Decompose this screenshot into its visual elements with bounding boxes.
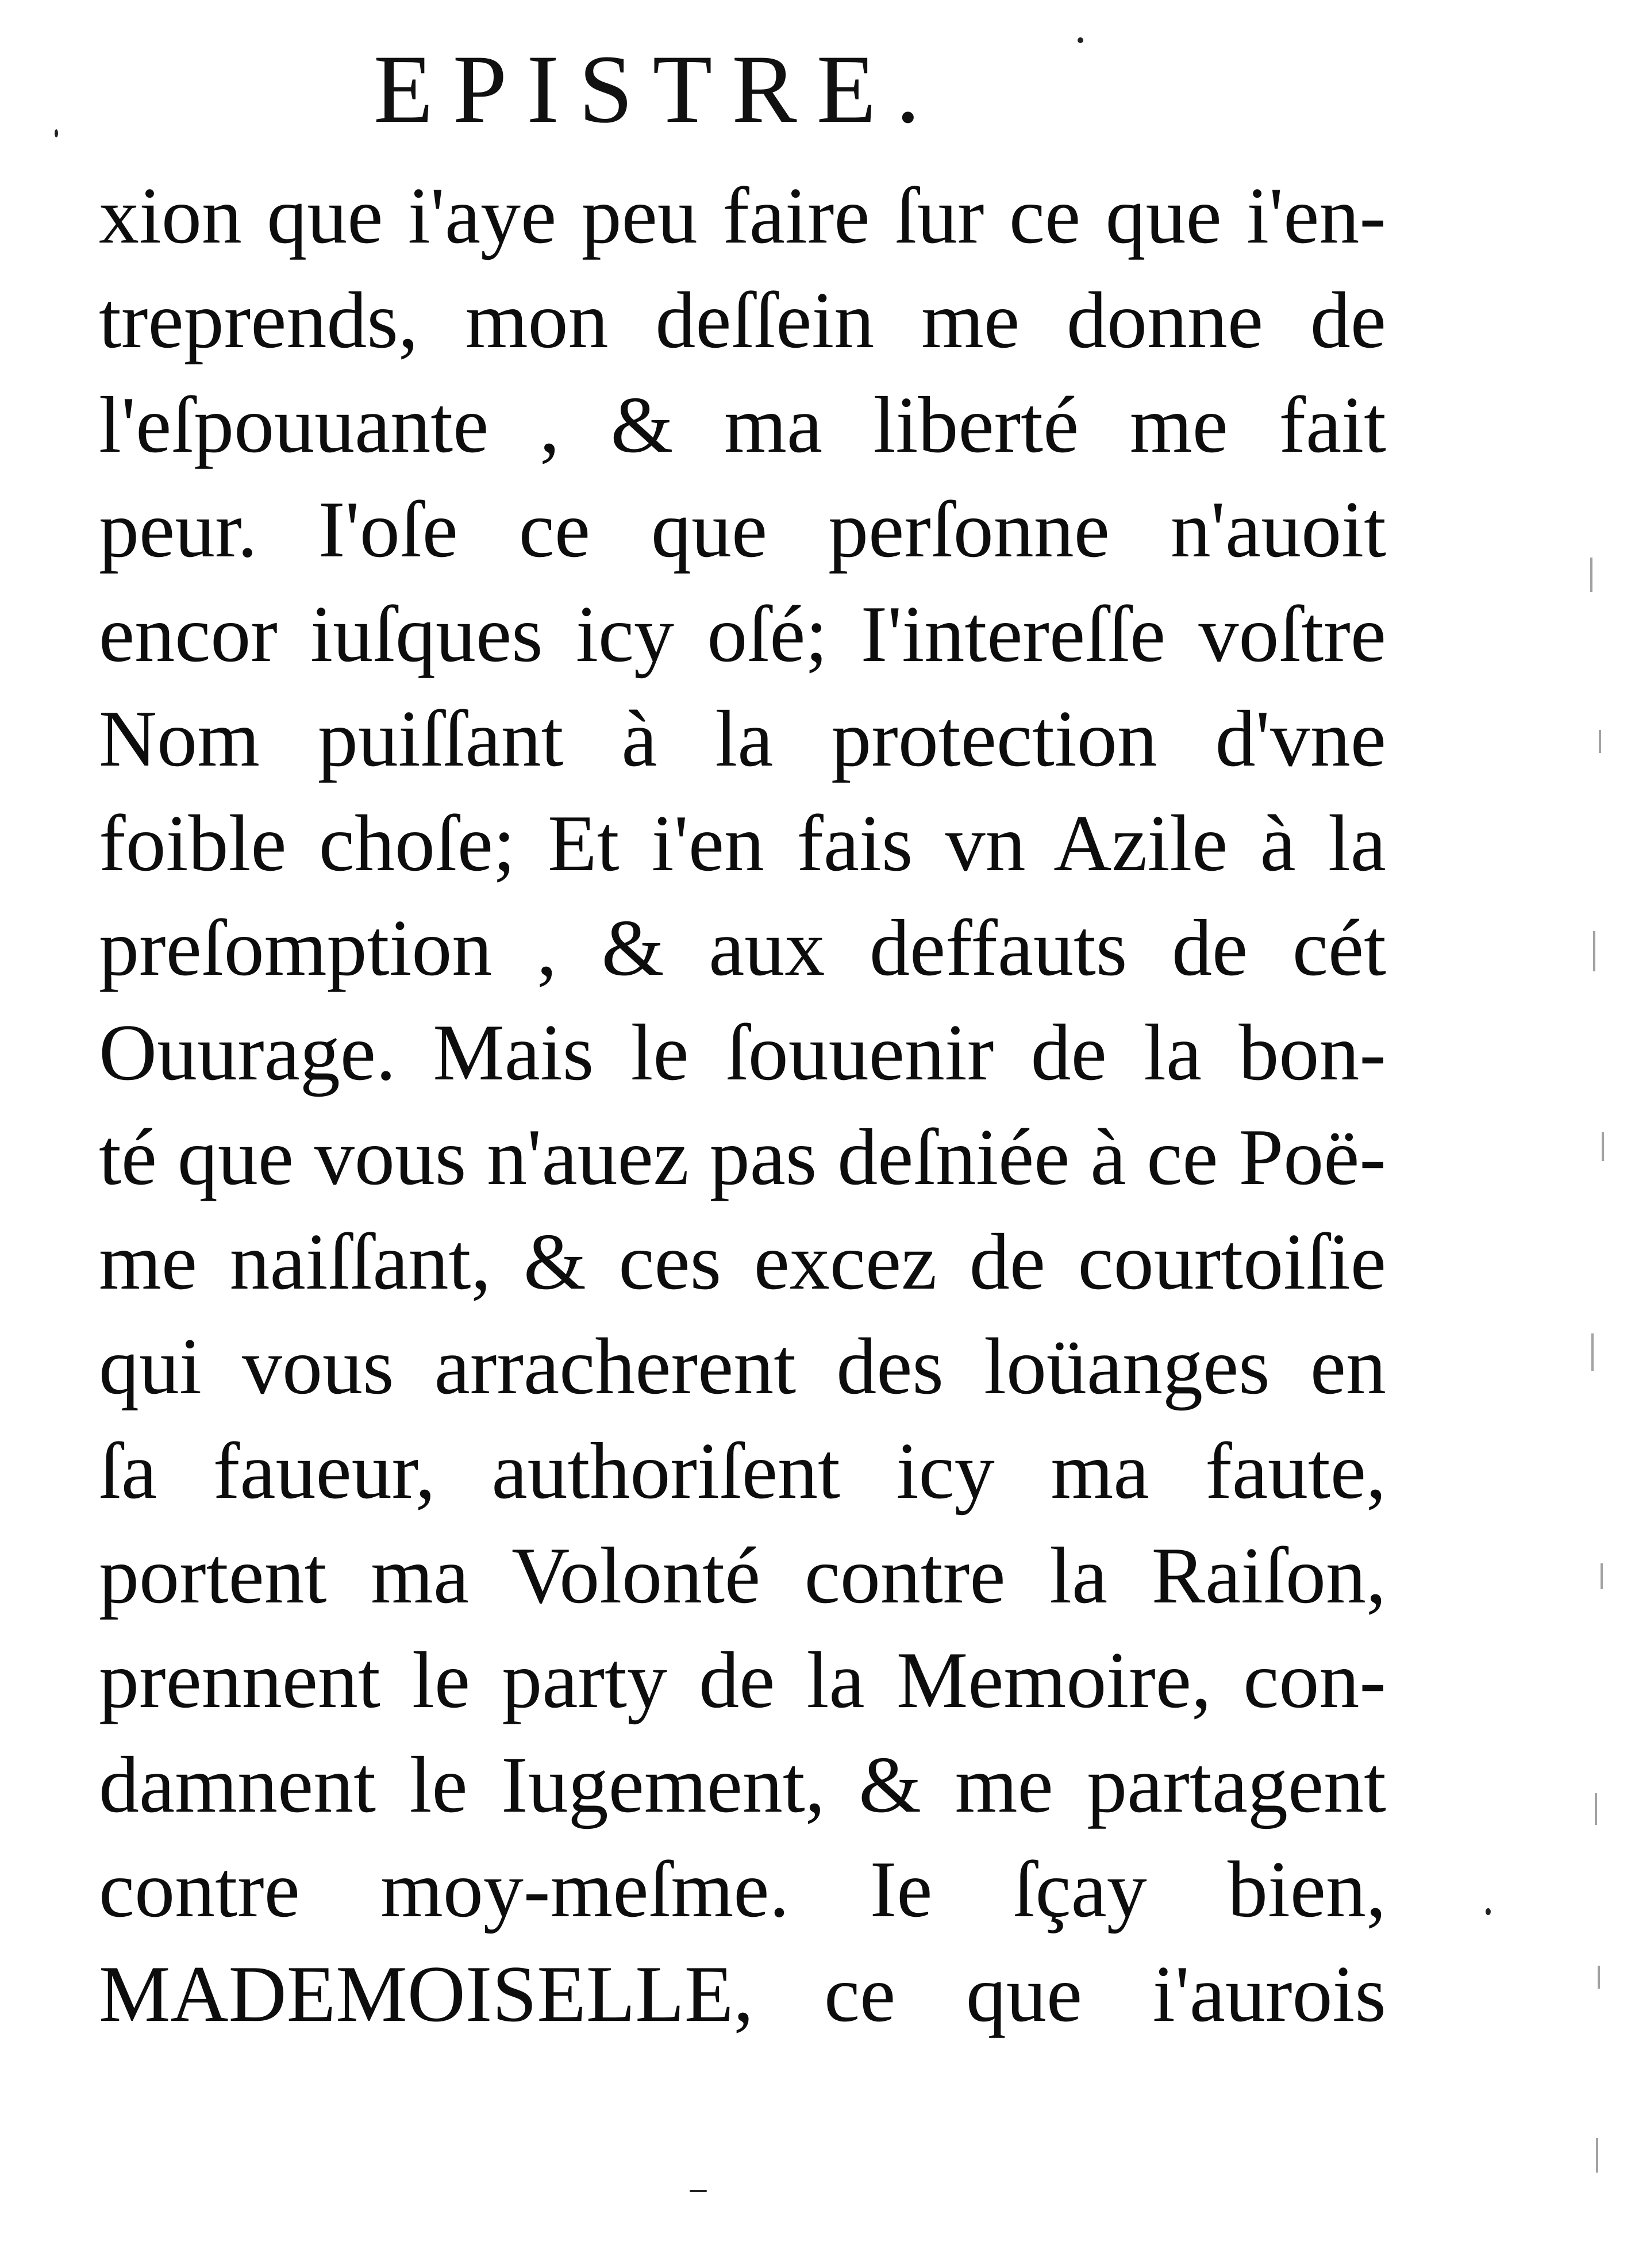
ink-speck — [1078, 37, 1083, 43]
page-edge-shadow — [1579, 69, 1625, 2081]
text-line: Ouurage. Mais le ſouuenir de la bon- — [99, 1008, 1386, 1097]
text-line: Nom puiſſant à la protection d'vne — [99, 694, 1386, 783]
text-line: MADEMOISELLE, ce que i'aurois — [99, 1950, 1386, 2039]
text-line: treprends, mon deſſein me donne de — [99, 276, 1386, 365]
ink-speck — [55, 129, 58, 137]
text-line: encor iuſques icy oſé; I'intereſſe voſtre — [99, 590, 1386, 679]
text-line: l'eſpouuante , & ma liberté me fait — [99, 380, 1386, 470]
text-line: damnent le Iugement, & me partagent — [99, 1740, 1386, 1829]
text-line: té que vous n'auez pas deſniée à ce Poë- — [99, 1113, 1386, 1202]
running-head: EPISTRE. — [373, 35, 940, 143]
text-line: xion que i'aye peu faire ſur ce que i'en- — [99, 171, 1386, 260]
text-line: prennent le party de la Memoire, con- — [99, 1636, 1386, 1725]
text-line: peur. I'oſe ce que perſonne n'auoit — [99, 485, 1386, 574]
text-line: contre moy-meſme. Ie ſçay bien, — [99, 1845, 1386, 1934]
text-line: preſomption , & aux deffauts de cét — [99, 904, 1386, 993]
text-line: ſa faueur, authoriſent icy ma faute, — [99, 1427, 1386, 1516]
ink-speck — [1486, 1908, 1491, 1915]
body-text — [99, 164, 1386, 2047]
ink-speck — [690, 2190, 707, 2192]
text-line: me naiſſant, & ces excez de courtoiſie — [99, 1217, 1386, 1306]
text-line: portent ma Volonté contre la Raiſon, — [99, 1531, 1386, 1620]
text-line: foible choſe; Et i'en fais vn Azile à la — [99, 799, 1386, 888]
text-line: qui vous arracherent des loüanges en — [99, 1322, 1386, 1411]
